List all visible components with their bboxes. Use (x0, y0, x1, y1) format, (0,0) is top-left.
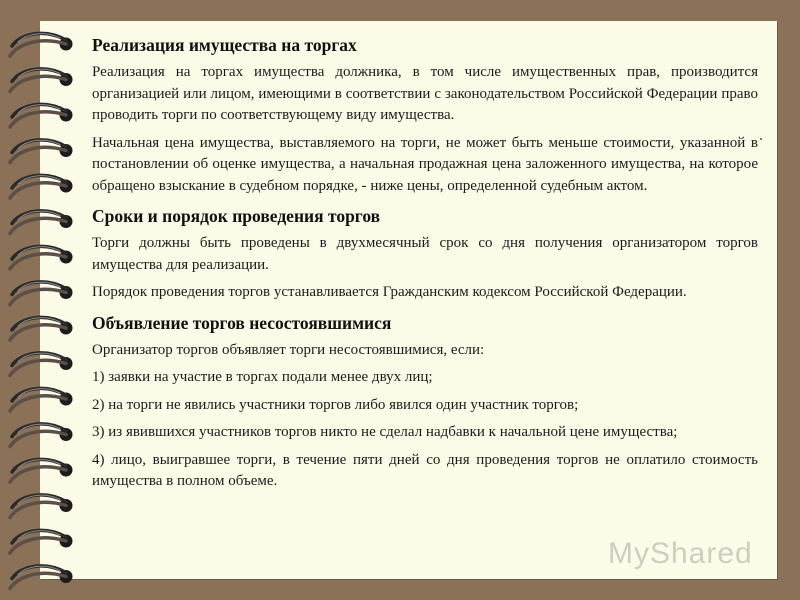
binding-ring (10, 104, 73, 127)
section-heading: Сроки и порядок проведения торгов (92, 206, 381, 226)
watermark-logo: MyShared (608, 537, 753, 570)
binding-ring (10, 353, 73, 376)
section-heading: Объявление торгов несостоявшимися (92, 312, 392, 333)
binding-ring (10, 69, 73, 92)
binding-ring (10, 388, 73, 411)
paragraph: Торги должны быть проведены в двухмесячный срок со дня получения организатором торгов имущества для реализации. (92, 235, 758, 273)
paragraph: Реализация на торгах имущества должника, в том числе имущественных прав, производится организацией или лицом, имеющими в соответствии с законодательством Российской Федерации право проводить торги по соответствующему виду имущества. (92, 64, 758, 123)
binding-ring (10, 175, 73, 198)
list-item: 4) лицо, выигравшее торги, в течение пяти дней со дня проведения торгов не оплатило стоимость имущества в полном объеме. (92, 451, 758, 489)
binding-ring (10, 211, 73, 234)
binding-ring (10, 530, 73, 553)
spiral-binding (0, 0, 80, 600)
paragraph: Организатор торгов объявляет торги несостоявшимися, если: (92, 341, 485, 358)
binding-ring (10, 566, 73, 589)
binding-ring (10, 424, 73, 447)
list-item: 3) из явившихся участников торгов никто не сделал надбавки к начальной цене имущества; (92, 424, 678, 440)
list-item: 2) на торги не явились участники торгов либо явился один участник торгов; (92, 396, 579, 413)
paragraph: Начальная цена имущества, выставляемого на торги, не может быть меньше стоимости, указанной в постановлении об оценке имущества, а начальная продажная цена заложенного имущества, на которое обращено взыскание в судебном порядке, - ниже цены, определенной судебным актом. (92, 134, 758, 194)
document-body (92, 34, 758, 493)
binding-ring (10, 140, 73, 163)
binding-ring (10, 246, 73, 269)
binding-ring (10, 459, 73, 482)
binding-ring (10, 33, 73, 56)
binding-ring (10, 495, 73, 518)
list-item: 1) заявки на участие в торгах подали менее двух лиц; (92, 369, 433, 385)
binding-ring (10, 317, 73, 340)
binding-ring (10, 282, 73, 305)
stray-dot (760, 138, 762, 140)
section-heading: Реализация имущества на торгах (92, 35, 357, 55)
paragraph: Порядок проведения торгов устанавливается Гражданским кодексом Российской Федерации. (92, 284, 687, 300)
